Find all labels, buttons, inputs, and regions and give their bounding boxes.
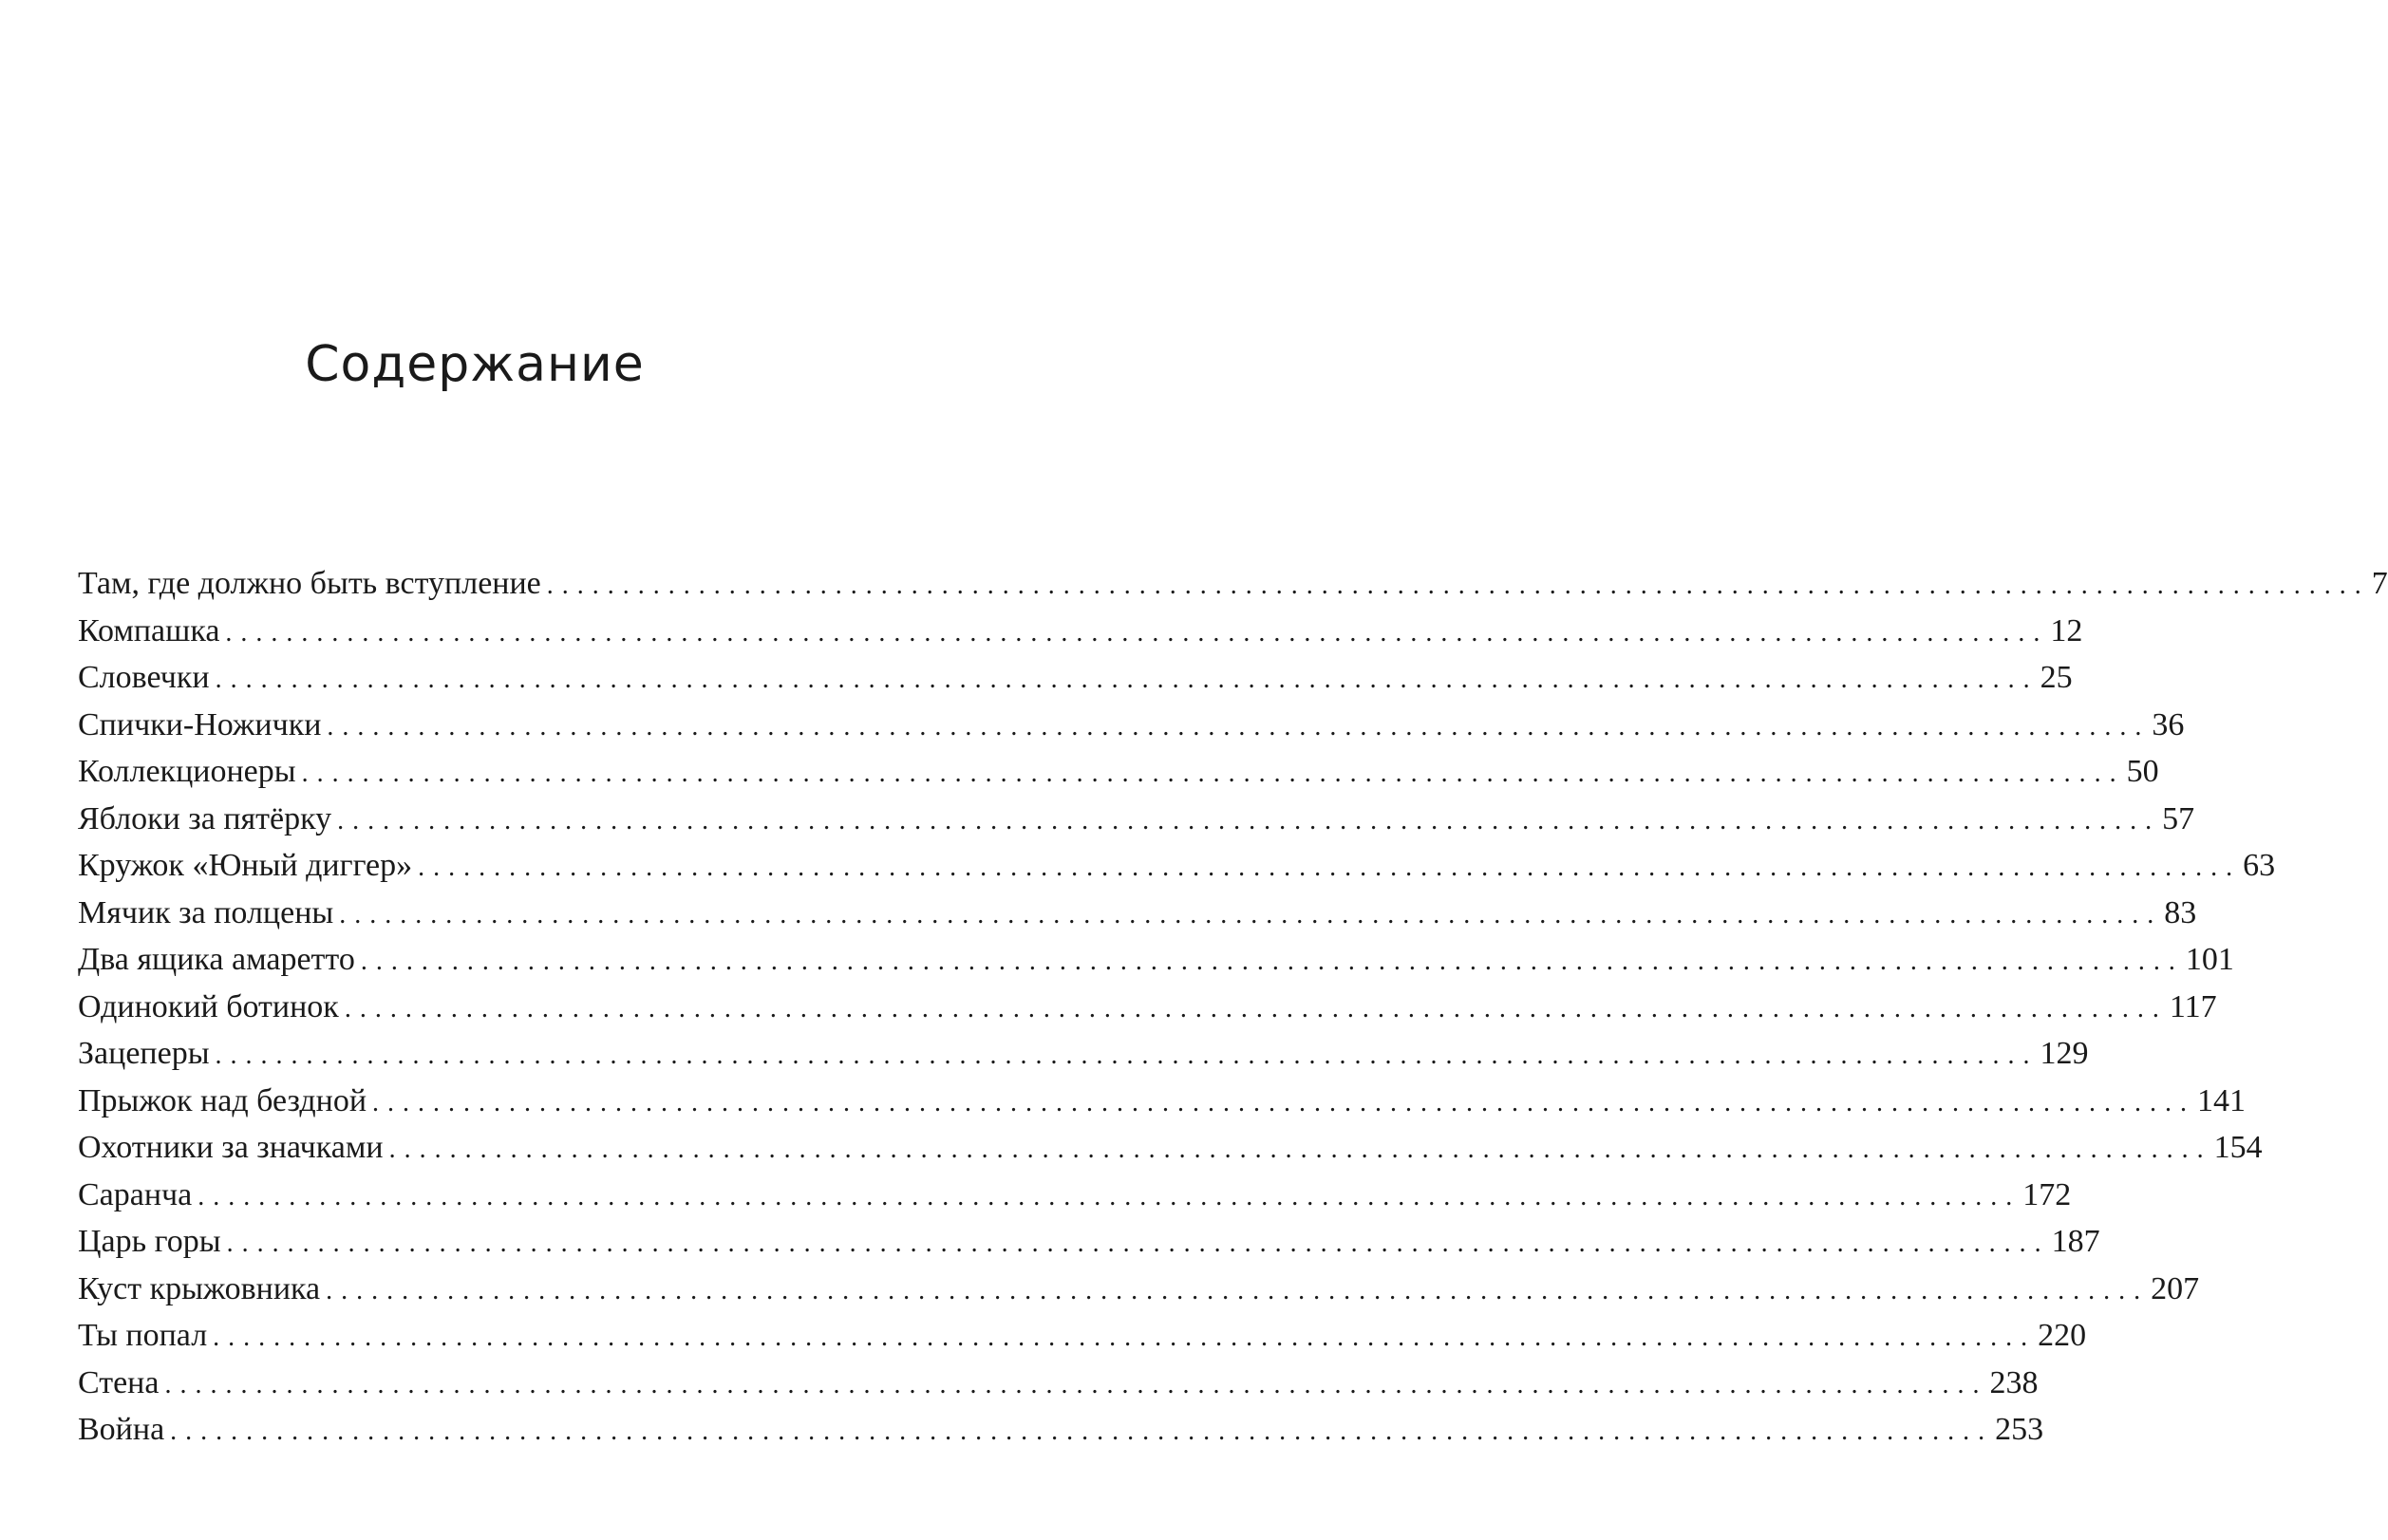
toc-entry [78,1406,2044,1454]
toc-entry [78,1360,2039,1407]
toc-entry [78,1172,2072,1219]
toc-entry-title: Там, где должно быть вступление [78,566,541,601]
toc-entry-title: Словечки [78,660,210,695]
dot-leader: ........................................................................................................................ [164,1369,1988,1399]
dot-leader: ........................................................................................................................ [197,1181,2021,1211]
toc-entry [78,1218,2100,1266]
dot-leader: ........................................................................................................................ [418,853,2242,882]
toc-entry [78,1030,2089,1078]
toc-entry [78,748,2159,796]
dot-leader: ........................................................................................................................ [225,617,2049,648]
toc-entry-title: Коллекционеры [78,754,296,789]
toc-entry-title: Мячик за полцены [78,894,334,930]
dot-leader: ........................................................................................................................ [337,805,2161,836]
toc-entry-title: Охотники за значками [78,1130,384,1165]
dot-leader: ........................................................................................................................ [388,1135,2212,1164]
dot-leader: ........................................................................................................................ [339,899,2163,930]
toc-entry [78,560,2388,608]
toc-page-number: 12 [2050,612,2083,648]
toc-entry-title: Компашка [78,612,220,648]
toc-entry [78,702,2185,749]
dot-leader: ........................................................................................................................ [215,1041,2039,1070]
toc-entry-title: Война [78,1412,165,1447]
dot-leader: ........................................................................................................................ [301,759,2125,788]
toc-entry [78,890,2197,937]
toc-page-number: 57 [2162,800,2195,836]
toc-page-number: 129 [2040,1036,2089,1071]
toc-page-number: 25 [2040,660,2073,695]
toc-entry [78,1124,2263,1172]
dot-leader: ........................................................................................................................ [327,711,2151,742]
toc-page-number: 63 [2243,848,2276,883]
toc-entry-title: Царь горы [78,1224,221,1259]
toc-entry [78,608,2083,655]
toc-entry-title: Яблоки за пятёрку [78,800,332,836]
toc-entry [78,984,2217,1031]
toc-page-number: 238 [1989,1364,2039,1400]
toc-page-number: 253 [1995,1412,2044,1447]
toc-page-number: 117 [2169,988,2217,1024]
toc-page-number: 141 [2197,1082,2247,1118]
toc-page-number: 36 [2152,706,2185,742]
toc-page-number: 207 [2151,1270,2200,1306]
table-of-contents [78,560,2388,1454]
toc-page-number: 220 [2038,1318,2087,1353]
toc-entry [78,842,2276,890]
toc-entry-title: Два ящика амаретто [78,942,355,977]
toc-page-number: 50 [2126,754,2159,789]
toc-page-number: 172 [2022,1176,2072,1212]
toc-page-number: 101 [2185,942,2234,977]
toc-page-number: 7 [2371,566,2388,601]
toc-entry [78,1312,2087,1360]
dot-leader: ........................................................................................................................ [326,1275,2150,1305]
toc-entry [78,796,2195,843]
toc-entry-title: Спички-Ножички [78,706,322,742]
toc-entry [78,1266,2200,1313]
dot-leader: ........................................................................................................................ [226,1229,2050,1258]
toc-title: Содержание [305,336,645,393]
toc-entry [78,1078,2247,1125]
toc-entry-title: Куст крыжовника [78,1270,321,1306]
toc-page-number: 154 [2213,1130,2263,1165]
dot-leader: ........................................................................................................................ [546,571,2370,600]
toc-entry-title: Ты попал [78,1318,208,1353]
toc-entry [78,654,2073,702]
toc-page-number: 187 [2051,1224,2100,1259]
dot-leader: ........................................................................................................................ [170,1417,1994,1446]
dot-leader: ........................................................................................................................ [215,665,2039,694]
toc-entry [78,936,2234,984]
toc-entry-title: Прыжок над бездной [78,1082,367,1118]
toc-entry-title: Стена [78,1364,160,1400]
dot-leader: ........................................................................................................................ [344,993,2168,1024]
dot-leader: ........................................................................................................................ [360,947,2184,976]
toc-entry-title: Кружок «Юный диггер» [78,848,413,883]
toc-entry-title: Одинокий ботинок [78,988,339,1024]
toc-entry-title: Зацеперы [78,1036,210,1071]
toc-page-number: 83 [2164,894,2197,930]
dot-leader: ........................................................................................................................ [213,1323,2037,1352]
dot-leader: ........................................................................................................................ [372,1087,2196,1117]
toc-entry-title: Саранча [78,1176,193,1212]
